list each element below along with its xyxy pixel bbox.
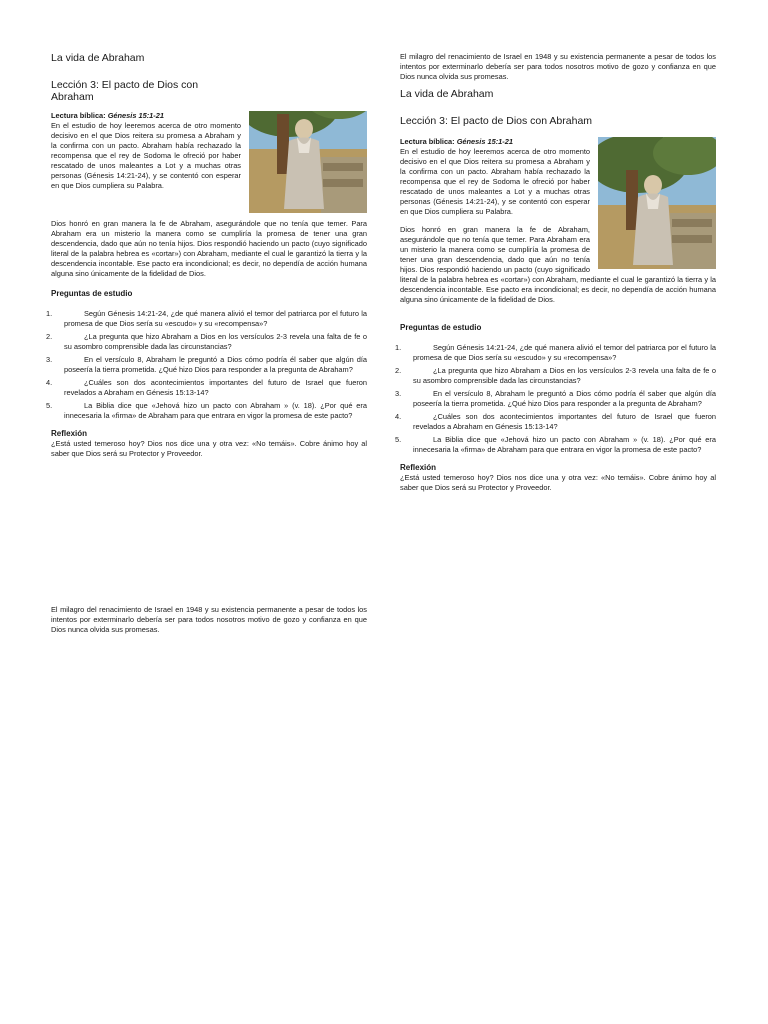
question-item bbox=[395, 343, 716, 363]
abraham-illustration-right bbox=[598, 137, 716, 269]
abraham-illustration bbox=[249, 111, 367, 213]
question-number: 4. bbox=[46, 378, 53, 387]
intro-text: En el estudio de hoy leeremos acerca de otro momento decisivo en el que Dios reitera su promesa a Abraham y la confirma con un pacto. Abraham había rechazado la recompensa que el rey de Sodoma le ofreció por haber rescatado de unos maleantes a Lot y a muchas otras personas (Génesis 14:21-24), y se contentó con esperar en que Dios cumpliera su Palabra. bbox=[51, 121, 241, 190]
question-text: ¿La pregunta que hizo Abraham a Dios en los versículos 2-3 revela una falta de fe o su asombro comprensible dada las circunstancias? bbox=[64, 332, 367, 351]
question-item bbox=[46, 378, 367, 398]
question-number: 1. bbox=[46, 309, 53, 318]
lectura-label-right: Lectura bíblica: bbox=[400, 137, 457, 146]
reflexion-text: ¿Está usted temeroso hoy? Dios nos dice una y otra vez: «No temáis». Cobre ánimo hoy al saber que Dios será su Protector y Proveedor. bbox=[51, 439, 367, 458]
paragraph-2-right: Dios honró en gran manera la fe de Abraham, asegurándole que no tenía que temer. Para Abraham era un misterio la manera como se cumpliría la promesa de tener una gran descendencia, dado que aún no tenía hijos. Dios respondió haciendo un pacto (cuyo significado literal de la palabra hebrea es «cortar») con Abraham, mediante el cual le garantizó la tierra y la descendencia incontable. Ese pacto era incondicional; es decir, no dependía de acción humana alguna sino únicamente de la fidelidad de Dios. bbox=[400, 225, 716, 304]
question-text: Según Génesis 14:21-24, ¿de qué manera alivió el temor del patriarca por el futuro la promesa de que Dios sería su «escudo» y su «recompensa»? bbox=[413, 343, 716, 362]
lectura-reference-right: Génesis 15:1-21 bbox=[456, 137, 513, 146]
question-item bbox=[395, 366, 716, 386]
lectura-reference: Génesis 15:1-21 bbox=[107, 111, 164, 120]
question-number: 3. bbox=[395, 389, 402, 398]
question-item bbox=[46, 332, 367, 352]
question-text: En el versículo 8, Abraham le preguntó a Dios cómo podría él saber que algún día poseería la tierra prometida. ¿Qué hizo Dios para responder a la pregunta de Abraham? bbox=[64, 355, 367, 374]
question-number: 4. bbox=[395, 412, 402, 421]
question-text: ¿La pregunta que hizo Abraham a Dios en los versículos 2-3 revela una falta de fe o su asombro comprensible dada las circunstancias? bbox=[413, 366, 716, 385]
question-number: 5. bbox=[46, 401, 53, 410]
doc-title-right: La vida de Abraham bbox=[400, 88, 494, 100]
reflexion-heading-right: Reflexión bbox=[400, 463, 437, 472]
preguntas-heading-right: Preguntas de estudio bbox=[400, 323, 482, 332]
question-text: Según Génesis 14:21-24, ¿de qué manera alivió el temor del patriarca por el futuro la promesa de que Dios sería su «escudo» y su «recompensa»? bbox=[64, 309, 367, 328]
question-item bbox=[395, 389, 716, 409]
reflexion-heading: Reflexión bbox=[51, 429, 88, 438]
question-text: La Biblia dice que «Jehová hizo un pacto con Abraham » (v. 18). ¿Por qué era innecesaria la «firma» de Abraham para que entrara en vigor la promesa de este pacto? bbox=[413, 435, 716, 454]
left-column bbox=[46, 52, 367, 467]
question-item bbox=[46, 401, 367, 421]
question-number: 2. bbox=[395, 366, 402, 375]
right-column bbox=[395, 52, 716, 501]
lesson-title: Lección 3: El pacto de Dios con Abraham bbox=[51, 79, 199, 103]
question-text: La Biblia dice que «Jehová hizo un pacto con Abraham » (v. 18). ¿Por qué era innecesaria la «firma» de Abraham para que entrara en vigor la promesa de este pacto? bbox=[64, 401, 367, 420]
question-text: ¿Cuáles son dos acontecimientos importantes del futuro de Israel que fueron revelados a Abraham en Génesis 15:13-14? bbox=[413, 412, 716, 431]
intro-block-right bbox=[400, 137, 716, 313]
question-item bbox=[46, 355, 367, 375]
question-list-right bbox=[395, 343, 716, 455]
reflexion-text-right: ¿Está usted temeroso hoy? Dios nos dice una y otra vez: «No temáis». Cobre ánimo hoy al saber que Dios será su Protector y Proveedor. bbox=[400, 473, 716, 492]
miracle-paragraph-left: El milagro del renacimiento de Israel en 1948 y su existencia permanente a pesar de todos los intentos por exterminarlo debería ser para todos nosotros motivo de gozo y confianza en que Dios nunca olvida sus promesas. bbox=[51, 605, 367, 634]
lesson-title-right: Lección 3: El pacto de Dios con Abraham bbox=[400, 115, 593, 127]
question-number: 2. bbox=[46, 332, 53, 341]
preguntas-heading: Preguntas de estudio bbox=[51, 289, 133, 298]
question-item bbox=[395, 412, 716, 432]
paragraph-2: Dios honró en gran manera la fe de Abraham, asegurándole que no tenía que temer. Para Abraham era un misterio la manera como se cumpliría la promesa de tener una gran descendencia, dado que aún no tenía hijos. Dios respondió haciendo un pacto (cuyo significado literal de la palabra hebrea es «cortar») con Abraham, mediante el cual le garantizó la tierra y la descendencia incontable. Ese pacto era incondicional; es decir, no dependía de acción humana alguna sino únicamente de la fidelidad de Dios. bbox=[51, 219, 367, 278]
question-text: En el versículo 8, Abraham le preguntó a Dios cómo podría él saber que algún día poseería la tierra prometida. ¿Qué hizo Dios para responder a la pregunta de Abraham? bbox=[413, 389, 716, 408]
question-item bbox=[395, 435, 716, 455]
intro-text-right: En el estudio de hoy leeremos acerca de otro momento decisivo en el que Dios reitera su promesa a Abraham y la confirma con un pacto. Abraham había rechazado la recompensa que el rey de Sodoma le ofreció por haber rescatado de unos maleantes a Lot y a muchas otras personas (Génesis 14:21-24), y se contentó con esperar en que Dios cumpliera su Palabra. bbox=[400, 147, 590, 216]
question-number: 3. bbox=[46, 355, 53, 364]
question-item bbox=[46, 309, 367, 329]
question-text: ¿Cuáles son dos acontecimientos importantes del futuro de Israel que fueron revelados a Abraham en Génesis 15:13-14? bbox=[64, 378, 367, 397]
doc-title: La vida de Abraham bbox=[51, 52, 145, 64]
question-number: 1. bbox=[395, 343, 402, 352]
lectura-label: Lectura bíblica: bbox=[51, 111, 108, 120]
intro-block bbox=[51, 111, 367, 219]
question-number: 5. bbox=[395, 435, 402, 444]
miracle-paragraph-right: El milagro del renacimiento de Israel en 1948 y su existencia permanente a pesar de todos los intentos por exterminarlo debería ser para todos nosotros motivo de gozo y confianza en que Dios nunca olvida sus promesas. bbox=[400, 52, 716, 81]
question-list bbox=[46, 309, 367, 421]
